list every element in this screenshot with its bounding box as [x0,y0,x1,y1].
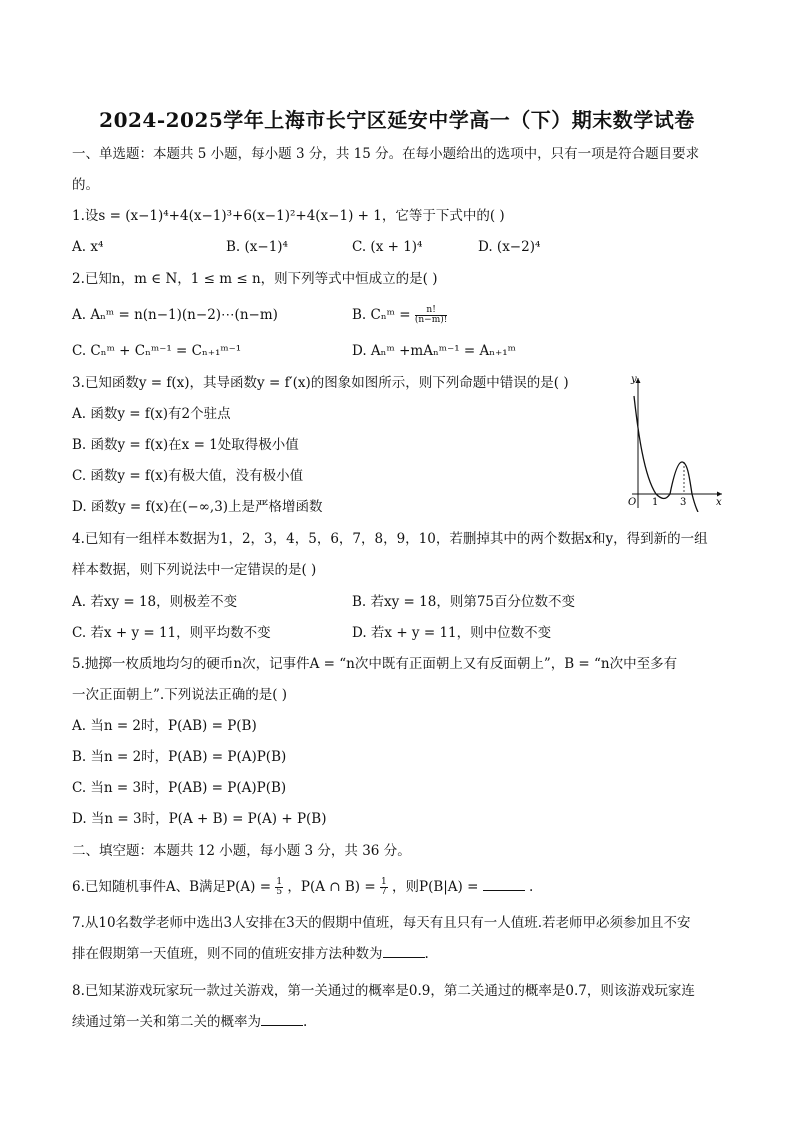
q5-stem-line2: 一次正面朝上”.下列说法正确的是( ) [72,687,288,703]
q6-end: . [529,879,534,895]
tick-label-3: 3 [680,497,687,508]
q2-option-b-prefix: B. Cₙᵐ = [352,307,411,323]
q2-option-d: D. Aₙᵐ +mAₙᵐ⁻¹ = Aₙ₊₁ᵐ [352,343,516,359]
q3-option-d: D. 函数y = f(x)在(−∞,3)上是严格增函数 [72,499,323,515]
q1-option-b: B. (x−1)⁴ [226,239,288,255]
q3-option-c: C. 函数y = f(x)有极大值，没有极小值 [72,468,304,484]
q7-stem-line1: 7.从10名数学老师中选出3人安排在3天的假期中值班，每天有且只有一人值班.若老师甲必须参加且不安 [72,915,691,931]
q6-part1: 6.已知随机事件A、B满足P(A) = [72,879,272,895]
q2-option-a: A. Aₙᵐ = n(n−1)(n−2)⋯(n−m) [72,307,278,323]
q4-option-d: D. 若x + y = 11，则中位数不变 [352,625,552,641]
y-axis-label: y [631,374,637,385]
q6-part3: ，则P(B|A) = [391,879,479,895]
q2-option-b-denominator: (n−m)! [414,315,448,325]
x-axis-arrow [717,492,722,497]
q5-option-d: D. 当n = 3时，P(A + B) = P(A) + P(B) [72,811,327,827]
q4-option-c: C. 若x + y = 11，则平均数不变 [72,625,271,641]
q3-option-b: B. 函数y = f(x)在x = 1处取得极小值 [72,437,299,453]
q5-stem-line1: 5.抛掷一枚质地均匀的硬币n次，记事件A = “n次中既有正面朝上又有反面朝上”，B = “n次中至多有 [72,656,678,672]
q6-fraction-1-den: 5 [276,887,283,897]
q5-option-a: A. 当n = 2时，P(AB) = P(B) [72,718,257,734]
q1-option-c: C. (x + 1)⁴ [352,239,423,255]
origin-label: O [628,497,637,508]
derivative-graph [618,372,726,512]
q1-option-a: A. x⁴ [72,239,104,255]
q1-option-d: D. (x−2)⁴ [478,239,541,255]
q7-stem-line2 [72,945,429,963]
q2-option-b-numerator: n! [415,306,448,316]
q6-answer-blank[interactable] [483,878,525,891]
q4-stem-line2: 样本数据，则下列说法中一定错误的是( ) [72,562,317,578]
q3-stem: 3.已知函数y = f(x)，其导函数y = f′(x)的图象如图所示，则下列命题中错误的是( ) [72,375,569,391]
q8-line2-text: 续通过第一关和第二关的概率为 [72,1014,261,1030]
x-axis-label: x [716,497,722,508]
q8-stem-line2 [72,1013,307,1031]
q3-option-a: A. 函数y = f(x)有2个驻点 [72,406,231,422]
q7-line2-text: 排在假期第一天值班，则不同的值班安排方法种数为 [72,946,383,962]
q5-option-b: B. 当n = 2时，P(AB) = P(A)P(B) [72,749,287,765]
q2-option-b-fraction [415,306,448,325]
q4-stem-line1: 4.已知有一组样本数据为1，2，3，4，5，6，7，8，9，10，若删掉其中的两个数据x和y，得到新的一组 [72,531,708,547]
q8-answer-blank[interactable] [261,1013,303,1026]
curve-f-prime [634,396,698,512]
section2-header: 二、填空题：本题共 12 小题，每小题 3 分，共 36 分。 [72,843,411,859]
q7-end: . [424,946,429,962]
q8-end: . [303,1014,308,1030]
q2-option-c: C. Cₙᵐ + Cₙᵐ⁻¹ = Cₙ₊₁ᵐ⁻¹ [72,343,242,359]
q6-fraction-1 [275,878,283,897]
q6-part2: ，P(A ∩ B) = [287,879,376,895]
q7-answer-blank[interactable] [383,945,425,958]
q5-option-c: C. 当n = 3时，P(AB) = P(A)P(B) [72,780,287,796]
q8-stem-line1: 8.已知某游戏玩家玩一款过关游戏，第一关通过的概率是0.9，第二关通过的概率是0.7，则该游戏玩家连 [72,983,695,999]
q6-stem [72,878,533,897]
q2-stem: 2.已知n，m ∈ N，1 ≤ m ≤ n，则下列等式中恒成立的是( ) [72,271,438,287]
q6-fraction-2-num: 1 [380,877,387,887]
q1-stem: 1.设s = (x−1)⁴+4(x−1)³+6(x−1)²+4(x−1) + 1，它等于下式中的( ) [72,208,505,224]
q6-fraction-2 [380,878,388,897]
section1-header-cont: 的。 [72,177,99,193]
q6-fraction-2-den: 7 [380,887,387,897]
q2-option-b [352,306,447,325]
section1-header: 一、单选题：本题共 5 小题，每小题 3 分，共 15 分。在每小题给出的选项中，只有一项是符合题目要求 [72,146,700,162]
q6-fraction-1-num: 1 [276,877,283,887]
q4-option-a: A. 若xy = 18，则极差不变 [72,594,238,610]
tick-label-1: 1 [652,497,659,508]
q4-option-b: B. 若xy = 18，则第75百分位数不变 [352,594,575,610]
page-title: 2024-2025学年上海市长宁区延安中学高一（下）期末数学试卷 [99,108,695,132]
